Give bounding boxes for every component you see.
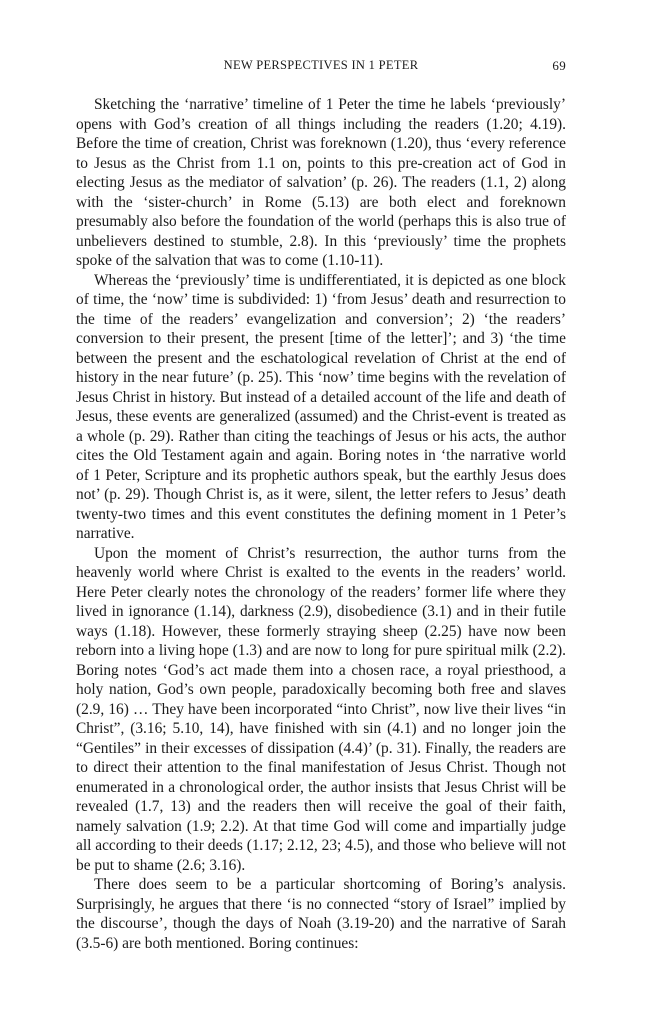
paragraph-resurrection: Upon the moment of Christ’s resurrection, the author turns from the heavenly world where Christ is exalted to the events in the readers’ world. Here Peter clearly notes the chronology of the readers’ former life where they lived in ignorance (1.14), darkness (2.9), disobedience (3.1) and in their futile ways (1.18). However, these formerly straying sheep (2.25) have now been reborn into a living hope (1.3) and are now to long for pure spiritual milk (2.2). Boring notes ‘God’s act made them into a chosen race, a royal priesthood, a holy nation, God’s own people, paradoxically becoming both free and slaves (2.9, 16) … They have been incorporated “into Christ”, now live their lives “in Christ”, (3.16; 5.10, 14), have finished with sin (4.1) and no longer join the “Gentiles” in their excesses of dissipation (4.4)’ (p. 31). Finally, the readers are to direct their attention to the final manifestation of Jesus Christ. Though not enumerated in a chronological order, the author insists that Jesus Christ will be revealed (1.7, 13) and the readers then will receive the goal of their faith, namely salvation (1.9; 2.2). At that time God will come and impartially judge all according to their deeds (1.17; 2.12, 23; 4.5), and those who believe will not be put to shame (2.6; 3.16). [76,544,566,874]
paragraph-shortcoming: There does seem to be a particular shortcoming of Boring’s analysis. Surprisingly, he argues that there ‘is no connected “story of Israel” implied by the discourse’, though the days of Noah (3.19-20) and the narrative of Sarah (3.5-6) are both mentioned. Boring continues: [76,876,566,952]
paragraph-narrative-timeline: Sketching the ‘narrative’ timeline of 1 Peter the time he labels ‘previously’ opens with God’s creation of all things including the readers (1.20; 4.19). Before the time of creation, Christ was foreknown (1.20), thus ‘every reference to Jesus as the Christ from 1.1 on, points to this pre-creation act of God in electing Jesus as the mediator of salvation’ (p. 26). The readers (1.1, 2) along with the ‘sister-church’ in Rome (5.13) are both elect and foreknown presumably also before the foundation of the world (perhaps this is also true of unbelievers destined to stumble, 2.8). In this ‘previously’ time the prophets spoke of the salvation that was to come (1.10-11). [76,96,566,269]
book-page [76,0,566,1017]
page-number: 69 [552,58,566,73]
running-head [76,58,566,78]
paragraph-now-time: Whereas the ‘previously’ time is undifferentiated, it is depicted as one block of time, the ‘now’ time is subdivided: 1) ‘from Jesus’ death and resurrection to the time of the readers’ evangelization and conversion’; 2) ‘the readers’ conversion to their present, the present [time of the letter]’; and 3) ‘the time between the present and the eschatological revelation of Christ at the end of history in the near future’ (p. 25). This ‘now’ time begins with the revelation of Jesus Christ in history. But instead of a detailed account of the life and death of Jesus, these events are generalized (assumed) and the Christ-event is treated as a whole (p. 29). Rather than citing the teachings of Jesus or his acts, the author cites the Old Testament again and again. Boring notes in ‘the narrative world of 1 Peter, Scripture and its prophetic authors speak, but the earthly Jesus does not’ (p. 29). Though Christ is, as it were, silent, the letter refers to Jesus’ death twenty-two times and this event constitutes the defining moment in 1 Peter’s narrative. [76,271,566,542]
running-title: NEW PERSPECTIVES IN 1 PETER [223,58,419,72]
body-text [76,95,566,953]
